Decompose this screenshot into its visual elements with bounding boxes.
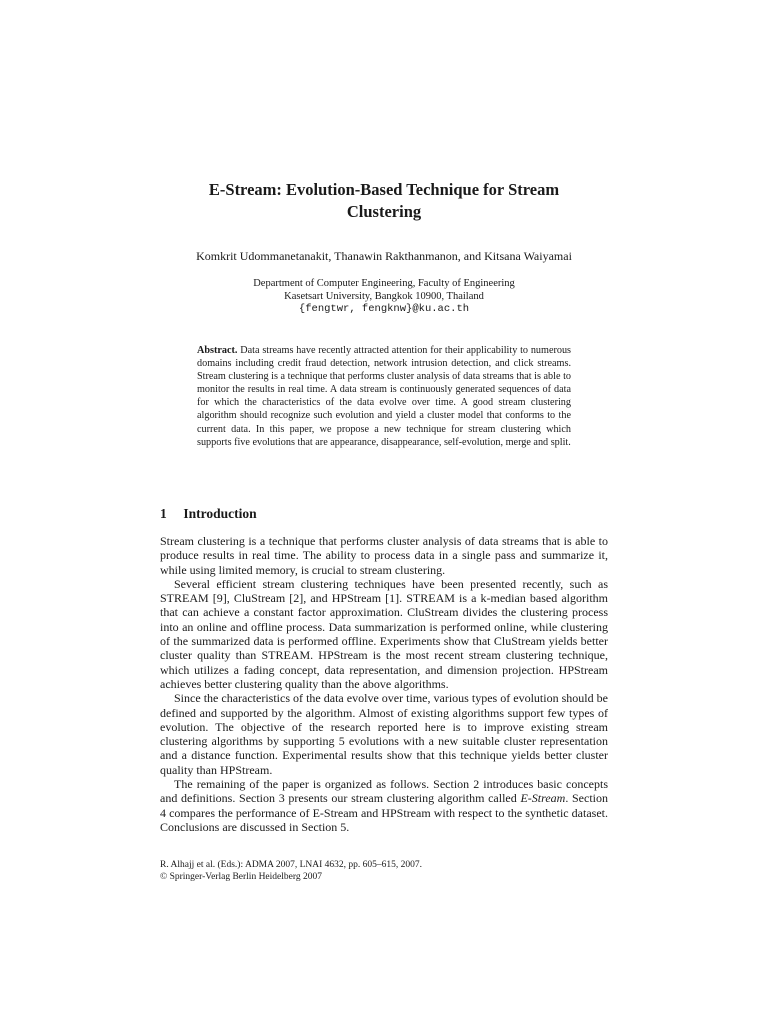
paragraph-4-method-name: E-Stream [520, 791, 566, 806]
introduction-body [160, 534, 608, 834]
section-heading-introduction [160, 505, 257, 522]
title-line-2: Clustering [346, 202, 422, 221]
author-email: {fengtwr, fengknw}@ku.ac.th [298, 303, 470, 315]
footer-citation: R. Alhajj et al. (Eds.): ADMA 2007, LNAI 4632, pp. 605–615, 2007. [160, 860, 423, 870]
affiliation-university: Kasetsart University, Bangkok 10900, Thailand [284, 291, 484, 302]
title-line-1: E-Stream: Evolution-Based Technique for Stream [208, 180, 560, 199]
paragraph-1: Stream clustering is a technique that performs cluster analysis of data streams that is able to produce results in real time. The ability to process data in a single pass and summarize it, while using limited memory, is crucial to stream clustering. [160, 534, 608, 577]
abstract-label: Abstract. [197, 345, 238, 356]
section-number: 1 [160, 506, 167, 521]
abstract [197, 344, 571, 449]
paper-title [160, 179, 608, 223]
paragraph-4-text-a: The remaining of the paper is organized as follows. Section 2 introduces basic concepts and definitions. Section 3 presents our stream clustering algorithm called [160, 777, 608, 806]
section-title: Introduction [183, 506, 257, 521]
affiliation [160, 277, 608, 316]
abstract-text: Data streams have recently attracted attention for their applicability to numerous domains including credit fraud detection, network intrusion detection, and click streams. Stream clustering is a technique that performs cluster analysis of data streams that is able to monitor the results in real time. A data stream is continuously generated sequences of data for which the characteristics of the data evolve over time. A good stream clustering algorithm should recognize such evolution and yield a cluster model that conforms to the current data. In this paper, we propose a new technique for stream clustering which supports five evolutions that are appearance, disappearance, self-evolution, merge and split. [197, 345, 572, 448]
paragraph-4-text-b: . Section 4 compares the performance of E-Stream and HPStream with respect to the synthetic dataset. Conclusions are discussed in Section 5. [160, 791, 609, 834]
footer-copyright: © Springer-Verlag Berlin Heidelberg 2007 [160, 871, 322, 882]
page-footer [160, 860, 608, 883]
paragraph-2: Several efficient stream clustering techniques have been presented recently, such as STREAM [9], CluStream [2], and HPStream [1]. STREAM is a k-median based algorithm that can achieve a constant factor approximation. CluStream divides the clustering process into an online and offline process. Data summarization is performed online, while clustering of the summarized data is performed offline. Experiments show that CluStream yields better cluster quality than STREAM. HPStream is the most recent stream clustering technique, which utilizes a fading concept, data representation, and dimension projection. HPStream achieves better clustering quality than the above algorithms. [160, 576, 608, 691]
author-list: Komkrit Udommanetanakit, Thanawin Rakthanmanon, and Kitsana Waiyamai [196, 249, 572, 263]
affiliation-department: Department of Computer Engineering, Faculty of Engineering [253, 278, 515, 289]
paragraph-4 [160, 777, 608, 834]
paragraph-3: Since the characteristics of the data evolve over time, various types of evolution should be defined and supported by the algorithm. Almost of existing algorithms support few types of evolution. The objective of the research reported here is to improve existing stream clustering algorithms by supporting 5 evolutions with a new suitable cluster representation and a distance function. Experimental results show that this technique yields better cluster quality than HPStream. [160, 691, 608, 777]
